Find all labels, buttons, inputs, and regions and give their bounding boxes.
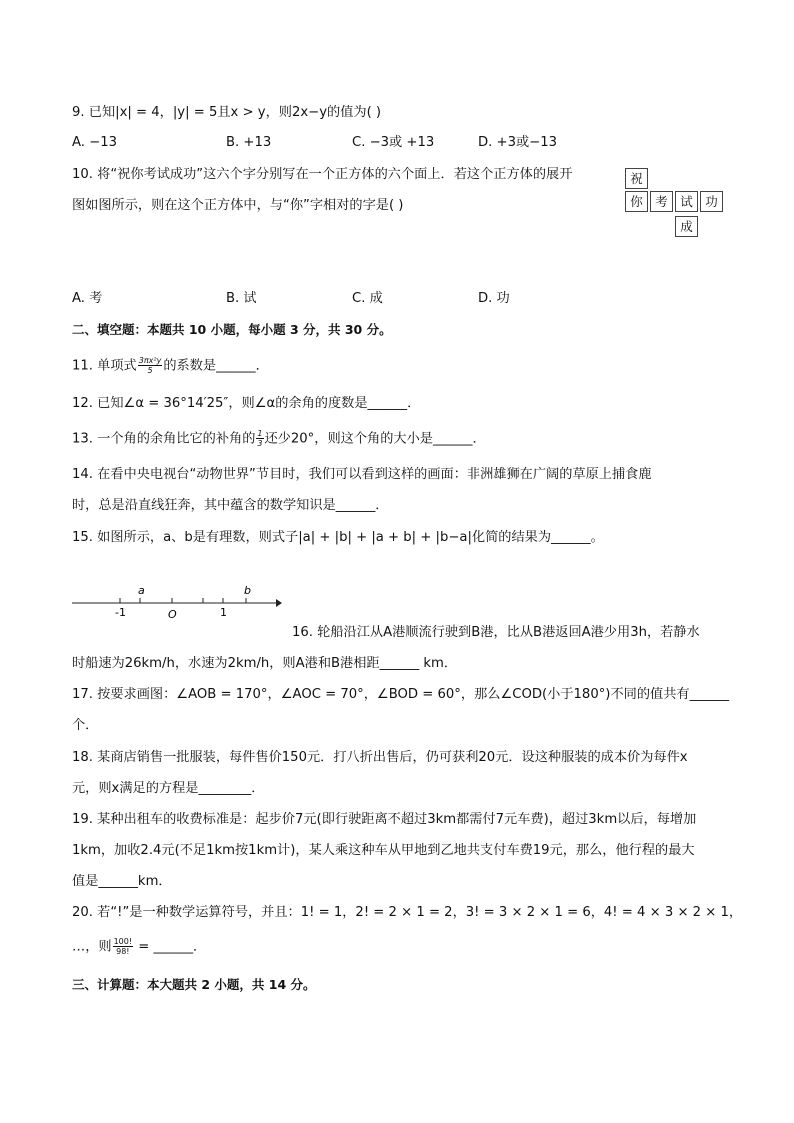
q13-frac-den: 3 [257,439,263,448]
q16-line1: 16. 轮船沿江从A港顺流行驶到B港，比从B港返回A港少用3h，若静水 [292,625,700,640]
label-a: a [138,584,145,597]
q9-option-a: A. −13 [72,135,118,150]
net-cell-kao: 考 [650,191,673,212]
q9-option-c: C. −3或 +13 [352,135,435,150]
q10-option-d: D. 功 [478,291,510,306]
q11-fraction [138,356,163,375]
q12: 12. 已知∠α = 36°14′25″，则∠α的余角的度数是______． [72,396,421,411]
q18-line1: 18. 某商店销售一批服装，每件售价150元．打八折出售后，仍可获利20元．设这种服装的成本价为每件x [72,750,688,765]
q10-option-a: A. 考 [72,291,103,306]
number-line-arrow [276,599,282,607]
q13 [72,429,486,449]
label-b: b [244,584,251,597]
q13-fraction [256,429,263,448]
q17-line2: 个． [72,718,99,733]
q19-line2: 1km，加收2.4元(不足1km按1km计)，某人乘这种车从甲地到乙地共支付车费19元，那么，他行程的最大 [72,843,695,858]
q17-line1: 17. 按要求画图：∠AOB = 170°，∠AOC = 70°，∠BOD = 60°，那么∠COD(小于180°)不同的值共有______ [72,687,730,702]
q14-line2: 时，总是沿直线狂奔，其中蕴含的数学知识是______． [72,498,389,513]
label-minus-one: -1 [115,606,126,619]
section-3-heading: 三、计算题：本大题共 2 小题，共 14 分。 [72,977,316,992]
net-cell-shi: 试 [675,191,698,212]
q10-option-c: C. 成 [352,291,383,306]
net-cell-ni: 你 [625,191,648,212]
net-cell-cheng: 成 [675,216,698,237]
q10-line1: 10. 将“祝你考试成功”这六个字分别写在一个正方体的六个面上．若这个正方体的展开 [72,167,573,182]
q18-line2: 元，则x满足的方程是________． [72,781,265,796]
q20-frac-num: 100! [113,937,133,946]
q19-line3: 值是______km． [72,874,172,889]
q13-pre: 13. 一个角的余角比它的补角的 [72,431,256,447]
net-cell-gong: 功 [700,191,723,212]
net-cell-zhu: 祝 [625,168,648,189]
section-2-heading: 二、填空题：本题共 10 小题，每小题 3 分，共 30 分。 [72,322,392,337]
q11-frac-den: 5 [147,366,153,375]
q14-line1: 14. 在看中央电视台“动物世界”节目时，我们可以看到这样的画面：非洲雄狮在广阔的草原上捕食鹿 [72,467,652,482]
q13-frac-num: 1 [257,429,263,438]
q15: 15. 如图所示，a、b是有理数，则式子|a| + |b| + |a + b| + |b−a|化简的结果为______。 [72,530,604,545]
q11-frac-num: 3πx²y [138,356,162,365]
q11-pre: 11. 单项式 [72,358,137,374]
q9-option-d: D. +3或−13 [478,135,557,150]
q11-post: 的系数是______． [163,358,269,374]
q11 [72,356,269,376]
q19-line1: 19. 某种出租车的收费标准是：起步价7元(即行驶距离不超过3km都需付7元车费)，超过3km以后，每增加 [72,812,697,827]
q20-fraction [113,937,133,956]
q9-stem: 9. 已知|x| = 4，|y| = 5且x > y，则2x−y的值为( ) [72,105,382,120]
q20-line2 [72,937,206,957]
q20-pre: …，则 [72,939,112,955]
q20-line1: 20. 若“!”是一种数学运算符号，并且：1! = 1，2! = 2 × 1 = 2，3! = 3 × 2 × 1 = 6，4! = 4 × 3 × 2 × 1， [72,905,743,920]
q20-frac-den: 98! [116,947,130,956]
label-one: 1 [220,606,227,619]
label-origin: O [168,608,177,621]
number-line-figure [68,582,288,622]
q10-line2: 图如图所示，则在这个正方体中，与“你”字相对的字是( ) [72,198,404,213]
q10-option-b: B. 试 [226,291,257,306]
q13-post: 还少20°，则这个角的大小是______． [264,431,486,447]
q20-post: = ______． [134,939,207,955]
q16-line2: 时船速为26km/h，水速为2km/h，则A港和B港相距______ km． [72,656,458,671]
q9-option-b: B. +13 [226,135,272,150]
